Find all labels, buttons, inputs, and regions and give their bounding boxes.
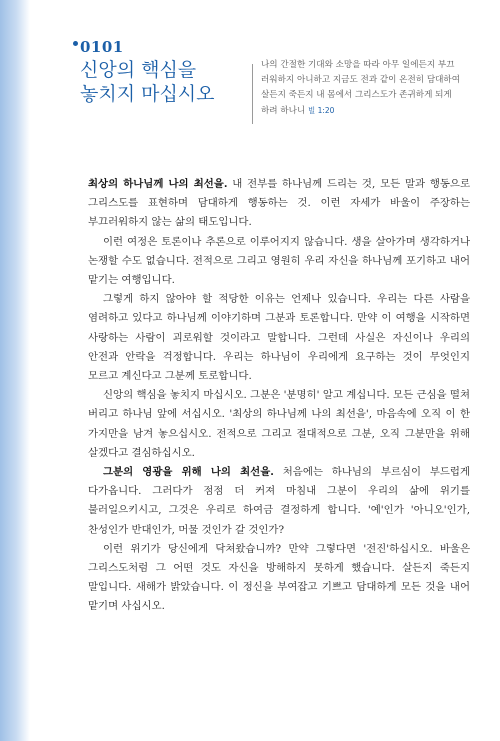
verse-divider (252, 64, 253, 124)
verse-text: 나의 간절한 기대와 소망을 따라 아무 일에든지 부끄러워하지 아니하고 지금도 전과 같이 온전히 담대하여 살든지 죽든지 내 몸에서 그리스도가 존귀하게 되게 하려 하나니 (261, 60, 461, 116)
devotion-header (80, 38, 215, 106)
paragraph-5-lead: 그분의 영광을 위해 나의 최선을. (103, 466, 274, 479)
title-line-2: 놓치지 마십시오 (80, 83, 215, 105)
devotion-body (88, 175, 470, 617)
paragraph-5-text: 처음에는 하나님의 부르심이 부드럽게 다가옵니다. 그러다가 점점 더 커져 마침내 그분이 우리의 삶에 위기를 불러일으키시고, 그것은 우리로 하여금 결정하게 합니다. '예'인가 '아니오'인가, 찬성인가 반대인가, 머물 것인가 갈 것인가? (88, 466, 471, 536)
paragraph-1 (88, 175, 470, 233)
devotion-title (80, 58, 215, 106)
paragraph-5 (88, 463, 470, 540)
paragraph-1-lead: 최상의 하나님께 나의 최선을. (88, 178, 228, 190)
paragraph-6: 이런 위기가 당신에게 닥쳐왔습니까? 만약 그렇다면 '전진'하십시오. 바울은 그리스도처럼 그 어떤 것도 자신을 방해하지 못하게 했습니다. 살든지 죽든지 말입니다. 새해가 밝았습니다. 이 정신을 부여잡고 기쁘고 담대하게 모든 것을 내어 맡기며 사십시오. (88, 542, 470, 613)
devotion-number: 0101 (80, 38, 124, 56)
paragraph-3: 그렇게 하지 않아야 할 적당한 이유는 언제나 있습니다. 우리는 다른 사람을 염려하고 있다고 하나님께 이야기하며 그분과 토론합니다. 만약 이 여행을 시작하면 사랑하는 사람이 괴로워할 것이라고 말합니다. 그런데 사실은 자신이나 우리의 안전과 안락을 걱정합니다. 우리는 하나님이 우리에게 요구하는 것이 무엇인지 모르고 계신다고 그분께 토로합니다. (88, 293, 470, 383)
paragraph-2: 이런 여정은 토론이나 추론으로 이루어지지 않습니다. 생을 살아가며 생각하거나 논쟁할 수도 없습니다. 전적으로 그리고 영원히 우리 자신을 하나님께 포기하고 내어 맡기는 여행입니다. (88, 235, 470, 287)
scripture-verse (261, 58, 461, 119)
paragraph-4: 신앙의 핵심을 놓치지 마십시오. 그분은 '분명히' 알고 계십니다. 모든 근심을 떨쳐 버리고 하나님 앞에 서십시오. '최상의 하나님께 나의 최선을', 마음속에 오직 이 한 가지만을 남겨 놓으십시오. 전적으로 그리고 절대적으로 그분, 오직 그분만을 위해 살겠다고 결심하십시오. (88, 389, 470, 459)
title-line-1: 신앙의 핵심을 (80, 59, 197, 81)
verse-reference: 빌 1:20 (307, 106, 335, 115)
bullet-dot-icon (73, 41, 78, 46)
page-edge-gradient (0, 0, 30, 741)
paragraph-1-text: 내 전부를 하나님께 드리는 것, 모든 말과 행동으로 그리스도를 표현하며 담대하게 행동하는 것. 이런 자세가 바울이 주장하는 부끄러워하지 않는 삶의 태도입니다. (88, 178, 470, 229)
